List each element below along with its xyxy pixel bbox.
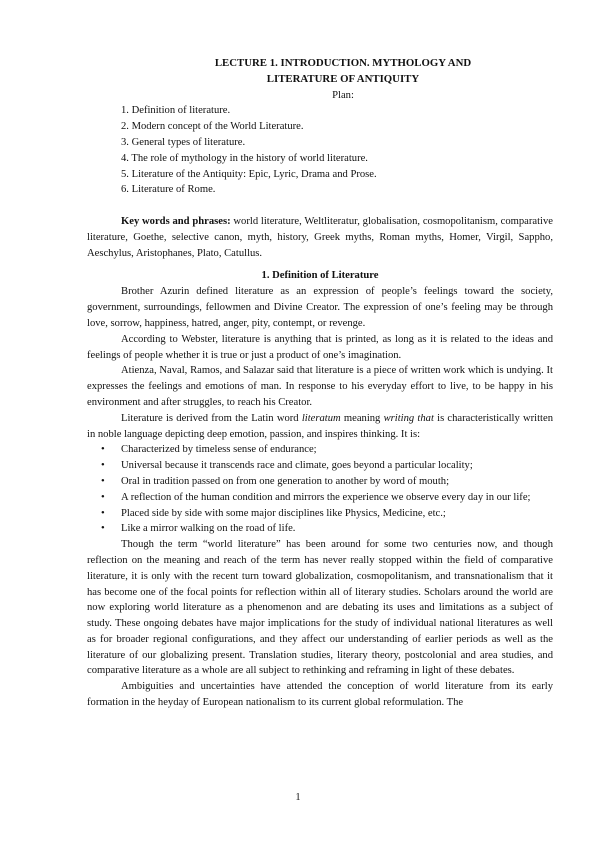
- paragraph-azurin: Brother Azurin defined literature as an expression of people’s feelings toward the society, government, surroundings, fellowmen and Divine Creator. The expression of one’s feeling may be through love, sorrow, happiness, hatred, anger, pity, contempt, or revenge.: [87, 286, 553, 329]
- list-item-text: Placed side by side with some major disciplines like Physics, Medicine, etc.;: [121, 507, 446, 519]
- plan-item: 5. Literature of the Antiquity: Epic, Lyric, Drama and Prose.: [121, 168, 377, 180]
- plan-list: [87, 103, 553, 198]
- plan-item: 6. Literature of Rome.: [121, 184, 216, 196]
- document-page: [87, 56, 553, 711]
- literature-characteristics-list: [87, 442, 553, 537]
- paragraph-latin-origin: [87, 411, 553, 443]
- plan-item: 2. Modern concept of the World Literature.: [121, 121, 304, 133]
- list-item: [87, 474, 553, 490]
- term-meaning: writing that: [383, 412, 434, 424]
- keywords-label: Key words and phrases:: [121, 216, 231, 228]
- paragraph-atienza: Atienza, Naval, Ramos, and Salazar said that literature is a piece of written work which is undying. It expresses the feelings and emotions of man. In response to his everyday effort to live, to be happy in his environment and after struggles, to reach his Creator.: [87, 365, 553, 408]
- plan-item: 1. Definition of literature.: [121, 105, 231, 117]
- bullet-icon: •: [101, 507, 105, 519]
- lecture-title-line-1: LECTURE 1. INTRODUCTION. MYTHOLOGY AND: [214, 57, 472, 69]
- bullet-icon: •: [101, 444, 105, 456]
- plan-item: 3. General types of literature.: [121, 136, 246, 148]
- list-item-text: Characterized by timeless sense of endurance;: [121, 444, 317, 456]
- bullet-icon: •: [101, 475, 105, 487]
- list-item-text: Oral in tradition passed on from one generation to another by word of mouth;: [121, 475, 450, 487]
- bullet-icon: •: [101, 460, 105, 472]
- list-item: [87, 521, 553, 537]
- keywords-text: world literature, Weltliteratur, globalisation, cosmopolitanism, comparative literature, Goethe, selective canon, myth, history, Greek myths, Roman myths, Homer, Virgil, Sappho, Aeschylus, Aristophanes, Plato, Catullus.: [87, 216, 553, 259]
- text-run: meaning: [340, 412, 384, 424]
- text-run: is characteristically written in noble language depicting deep emotion, passion, and inspires thinking. It is:: [87, 412, 553, 440]
- spacer: [87, 198, 553, 214]
- plan-label: Plan:: [332, 89, 354, 101]
- lecture-title-line-2: LITERATURE OF ANTIQUITY: [266, 72, 420, 85]
- list-item: [87, 506, 553, 522]
- plan-item: 4. The role of mythology in the history of world literature.: [121, 152, 368, 164]
- bullet-icon: •: [101, 491, 105, 503]
- section-heading-definition: 1. Definition of Literature: [261, 269, 379, 281]
- list-item: [87, 442, 553, 458]
- bullet-icon: •: [101, 523, 105, 535]
- list-item-text: Universal because it transcends race and climate, goes beyond a particular locality;: [121, 460, 473, 472]
- keywords-paragraph: [87, 214, 553, 261]
- list-item-text: Like a mirror walking on the road of life.: [121, 523, 296, 535]
- list-item: [87, 490, 553, 506]
- paragraph-ambiguities: Ambiguities and uncertainties have attended the conception of world literature from its early formation in the heyday of European nationalism to its current global reformulation. The: [87, 681, 553, 709]
- text-run: Literature is derived from the Latin word: [121, 412, 302, 424]
- paragraph-webster: According to Webster, literature is anything that is printed, as long as it is related to the ideas and feelings of people whether it is true or just a product of one’s imagination.: [87, 333, 553, 361]
- list-item-text: A reflection of the human condition and mirrors the experience we observe every day in our life;: [121, 491, 531, 503]
- term-literatum: literatum: [301, 412, 341, 424]
- list-item: [87, 458, 553, 474]
- paragraph-world-literature: Though the term “world literature” has been around for some two centuries now, and though reflection on the meaning and reach of the term has never really stopped within the field of comparative literature, it is only with the recent turn toward globalization, cosmopolitanism, and transnationalism that it has become one of the focal points for reflection within all of literary studies. Scholars around the world are now exploring world literature as a phenomenon and are debating its uses and limitations as a subject of study. These ongoing debates have major implications for the study of individual national literatures as well as for broader regional configurations, and they affect our understanding of earlier periods as well as the literature of our globalizing present. Translation studies, literary theory, postcolonial and area studies, and comparative literature as a whole are all subject to rethinking and reframing in light of these debates.: [87, 539, 553, 677]
- page-number: 1: [295, 792, 301, 803]
